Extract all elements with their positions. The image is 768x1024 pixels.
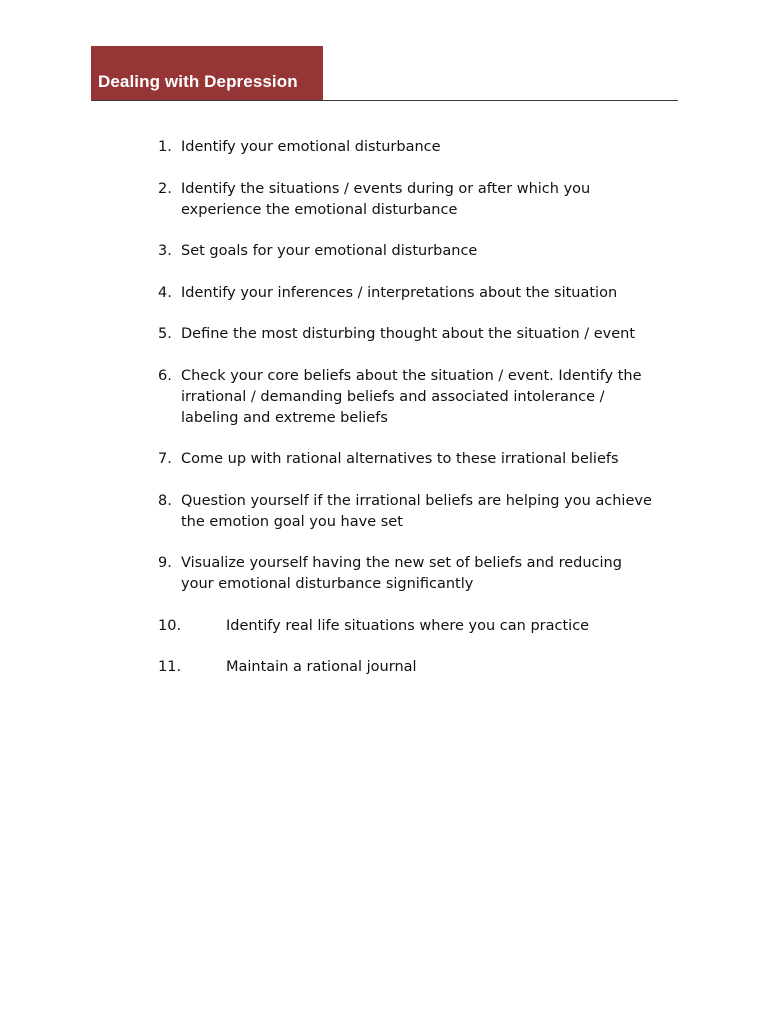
- step-text: Identify your inferences / interpretations about the situation: [181, 284, 618, 301]
- step-text-line: Question yourself if the irrational beliefs are helping you achieve: [181, 492, 652, 509]
- list-item: [158, 449, 688, 470]
- list-item: [158, 324, 688, 345]
- list-item: [158, 283, 688, 304]
- page-title: Dealing with Depression: [98, 72, 298, 91]
- step-number: 8.: [158, 492, 172, 509]
- header-rule: [91, 100, 678, 101]
- step-number: 10.: [158, 617, 182, 634]
- list-item: [158, 137, 688, 158]
- steps-list: [158, 137, 688, 699]
- step-text: Identify real life situations where you can practice: [226, 617, 590, 634]
- step-number: 4.: [158, 284, 172, 301]
- list-item: [158, 491, 688, 533]
- step-text: Identify your emotional disturbance: [181, 139, 441, 155]
- step-number: 5.: [158, 326, 172, 342]
- list-item: [158, 616, 688, 637]
- step-text: Set goals for your emotional disturbance: [181, 243, 478, 259]
- step-number: 7.: [158, 451, 172, 467]
- step-number: 3.: [158, 243, 172, 259]
- step-number: 11.: [158, 659, 182, 675]
- step-number: 1.: [158, 139, 172, 155]
- step-number: 2.: [158, 180, 172, 197]
- list-item: [158, 553, 688, 595]
- step-text-line: Visualize yourself having the new set of beliefs and reducing: [181, 555, 622, 571]
- header-block: [91, 46, 323, 101]
- list-item: [158, 241, 688, 262]
- list-item: [158, 657, 688, 678]
- step-text-line: irrational / demanding beliefs and associated intolerance /: [181, 388, 605, 405]
- step-number: 6.: [158, 367, 172, 384]
- list-item: [158, 179, 688, 221]
- step-text-line: experience the emotional disturbance: [181, 201, 458, 218]
- step-text-line: Identify the situations / events during or after which you: [181, 180, 591, 197]
- step-text-line: labeling and extreme beliefs: [181, 409, 388, 426]
- step-text: Come up with rational alternatives to these irrational beliefs: [181, 451, 619, 467]
- step-text: Define the most disturbing thought about the situation / event: [181, 326, 636, 342]
- step-number: 9.: [158, 555, 172, 571]
- step-text-line: Check your core beliefs about the situation / event. Identify the: [181, 367, 642, 384]
- step-text-line: the emotion goal you have set: [181, 513, 403, 530]
- list-item: [158, 366, 688, 429]
- step-text-line: your emotional disturbance significantly: [181, 576, 474, 592]
- step-text: Maintain a rational journal: [226, 659, 417, 675]
